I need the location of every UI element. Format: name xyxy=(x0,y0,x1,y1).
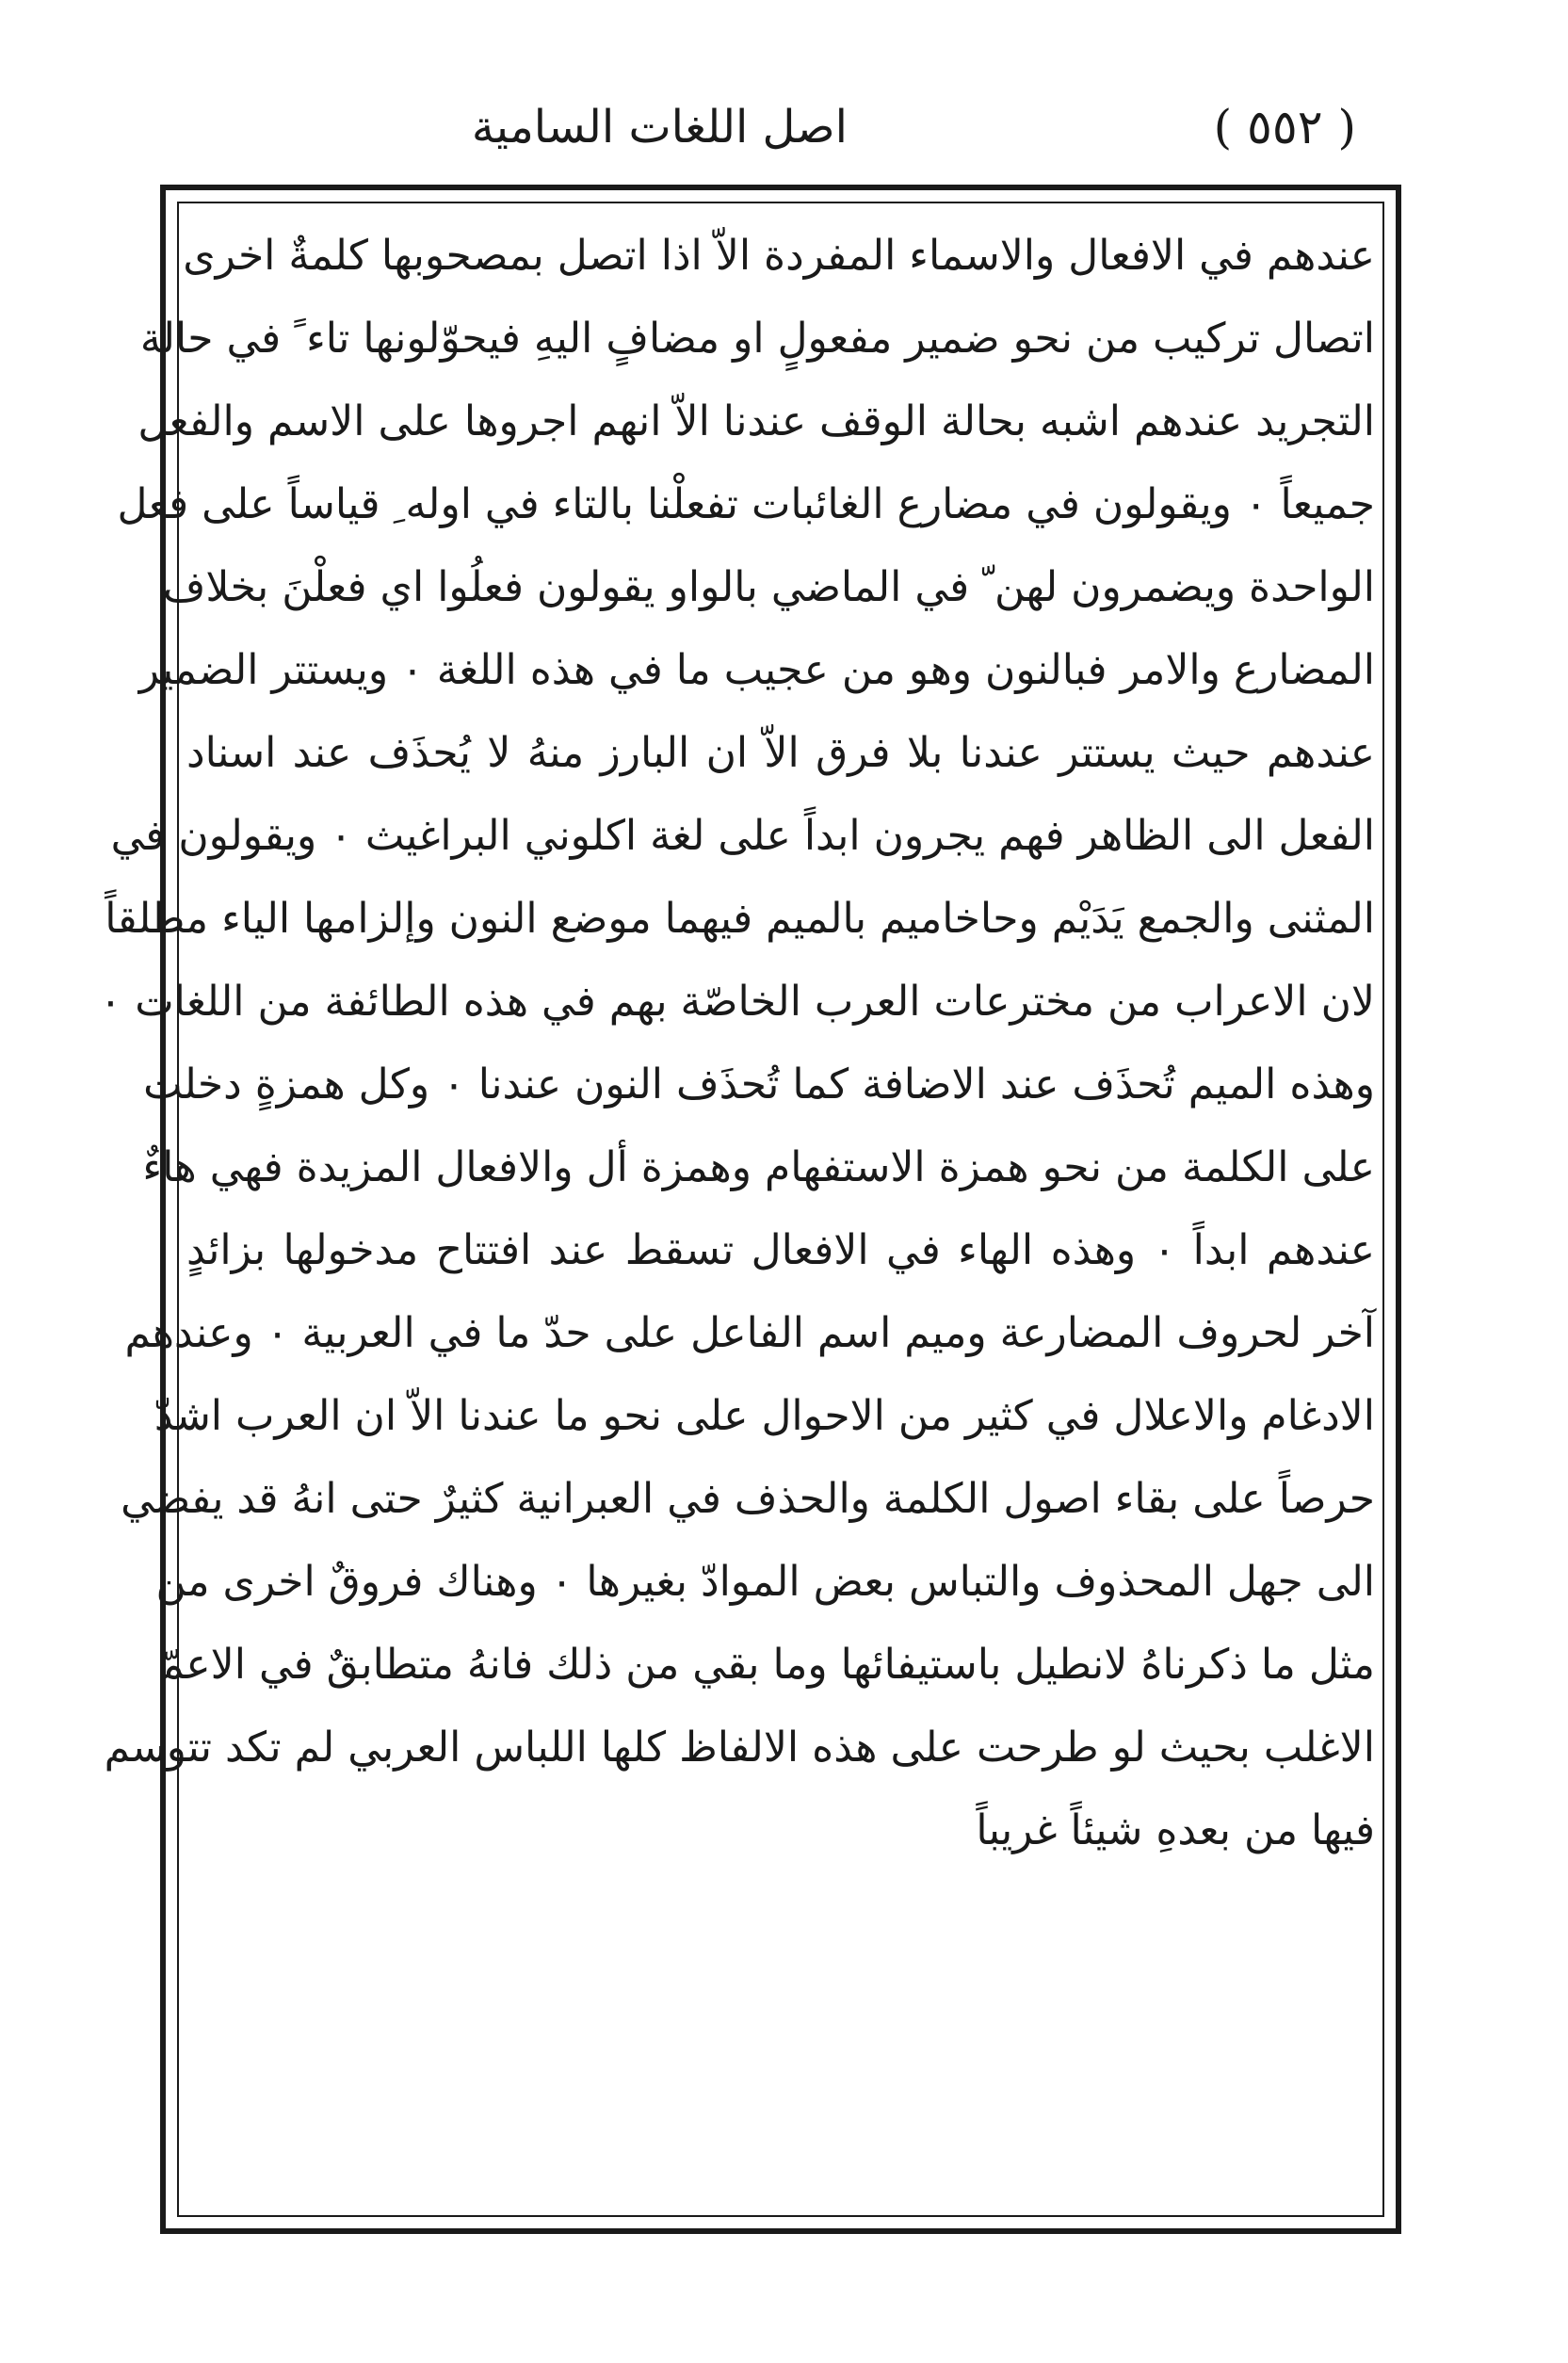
text-line: الادغام والاعلال في كثير من الاحوال على نحو ما عندنا الاّ ان العرب اشدّ xyxy=(154,1392,1375,1440)
text-line: لان الاعراب من مخترعات العرب الخاصّة بهم في هذه الطائفة من اللغات ٠ xyxy=(99,978,1375,1026)
text-line: التجريد عندهم اشبه بحالة الوقف عندنا الاّ انهم اجروها على الاسم والفعل xyxy=(137,397,1375,445)
page-header xyxy=(188,89,1356,165)
text-line: الفعل الى الظاهر فهم يجرون ابداً على لغة اكلوني البراغيث ٠ ويقولون في xyxy=(110,812,1375,860)
text-line: الواحدة ويضمرون لهن ّ في الماضي بالواو يقولون فعلُوا اي فعلْنَ بخلاف xyxy=(162,563,1375,611)
text-line: وهذه الميم تُحذَف عند الاضافة كما تُحذَف النون عندنا ٠ وكل همزةٍ دخلت xyxy=(143,1060,1375,1109)
text-line: عندهم ابداً ٠ وهذه الهاء في الافعال تسقط عند افتتاح مدخولها بزائدٍ xyxy=(186,1226,1375,1274)
text-line: الاغلب بحيث لو طرحت على هذه الالفاظ كلها اللباس العربي لم تكد تتوسم xyxy=(104,1724,1375,1772)
text-line: على الكلمة من نحو همزة الاستفهام وهمزة أل والافعال المزيدة فهي هاءٌ xyxy=(142,1143,1375,1191)
text-line: جميعاً ٠ ويقولون في مضارع الغائبات تفعلْنا بالتاء في اوله ِ قياساً على فعل xyxy=(117,480,1375,528)
text-line: حرصاً على بقاء اصول الكلمة والحذف في العبرانية كثيرٌ حتى انهُ قد يفضي xyxy=(121,1475,1375,1523)
page-number: ( ٥٥٢ ) xyxy=(1213,100,1356,154)
text-line: عندهم في الافعال والاسماء المفردة الاّ اذا اتصل بمصحوبها كلمةٌ اخرى xyxy=(183,232,1375,280)
text-line: الى جهل المحذوف والتباس بعض الموادّ بغيرها ٠ وهناك فروقٌ اخرى من xyxy=(155,1558,1375,1606)
text-line: مثل ما ذكرناهُ لانطيل باستيفائها وما بقي من ذلك فانهُ متطابقٌ في الاعمّ xyxy=(158,1641,1375,1689)
text-line: اتصال تركيب من نحو ضمير مفعولٍ او مضافٍ اليهِ فيحوّلونها تاء ً في حالة xyxy=(139,315,1375,363)
text-line: المضارع والامر فبالنون وهو من عجيب ما في هذه اللغة ٠ ويستتر الضمير xyxy=(138,646,1375,694)
text-line: آخر لحروف المضارعة وميم اسم الفاعل على حدّ ما في العربية ٠ وعندهم xyxy=(124,1309,1375,1357)
text-line: المثنى والجمع يَدَيْم وحاخاميم بالميم فيهما موضع النون وإلزامها الياء مطلقاً xyxy=(105,895,1375,943)
text-line-last: فيها من بعدهِ شيئاً غريباً xyxy=(976,1806,1375,1854)
running-title: اصل اللغات السامية xyxy=(471,101,848,154)
body-text xyxy=(99,215,1375,2211)
text-line: عندهم حيث يستتر عندنا بلا فرق الاّ ان البارز منهُ لا يُحذَف عند اسناد xyxy=(186,729,1375,777)
